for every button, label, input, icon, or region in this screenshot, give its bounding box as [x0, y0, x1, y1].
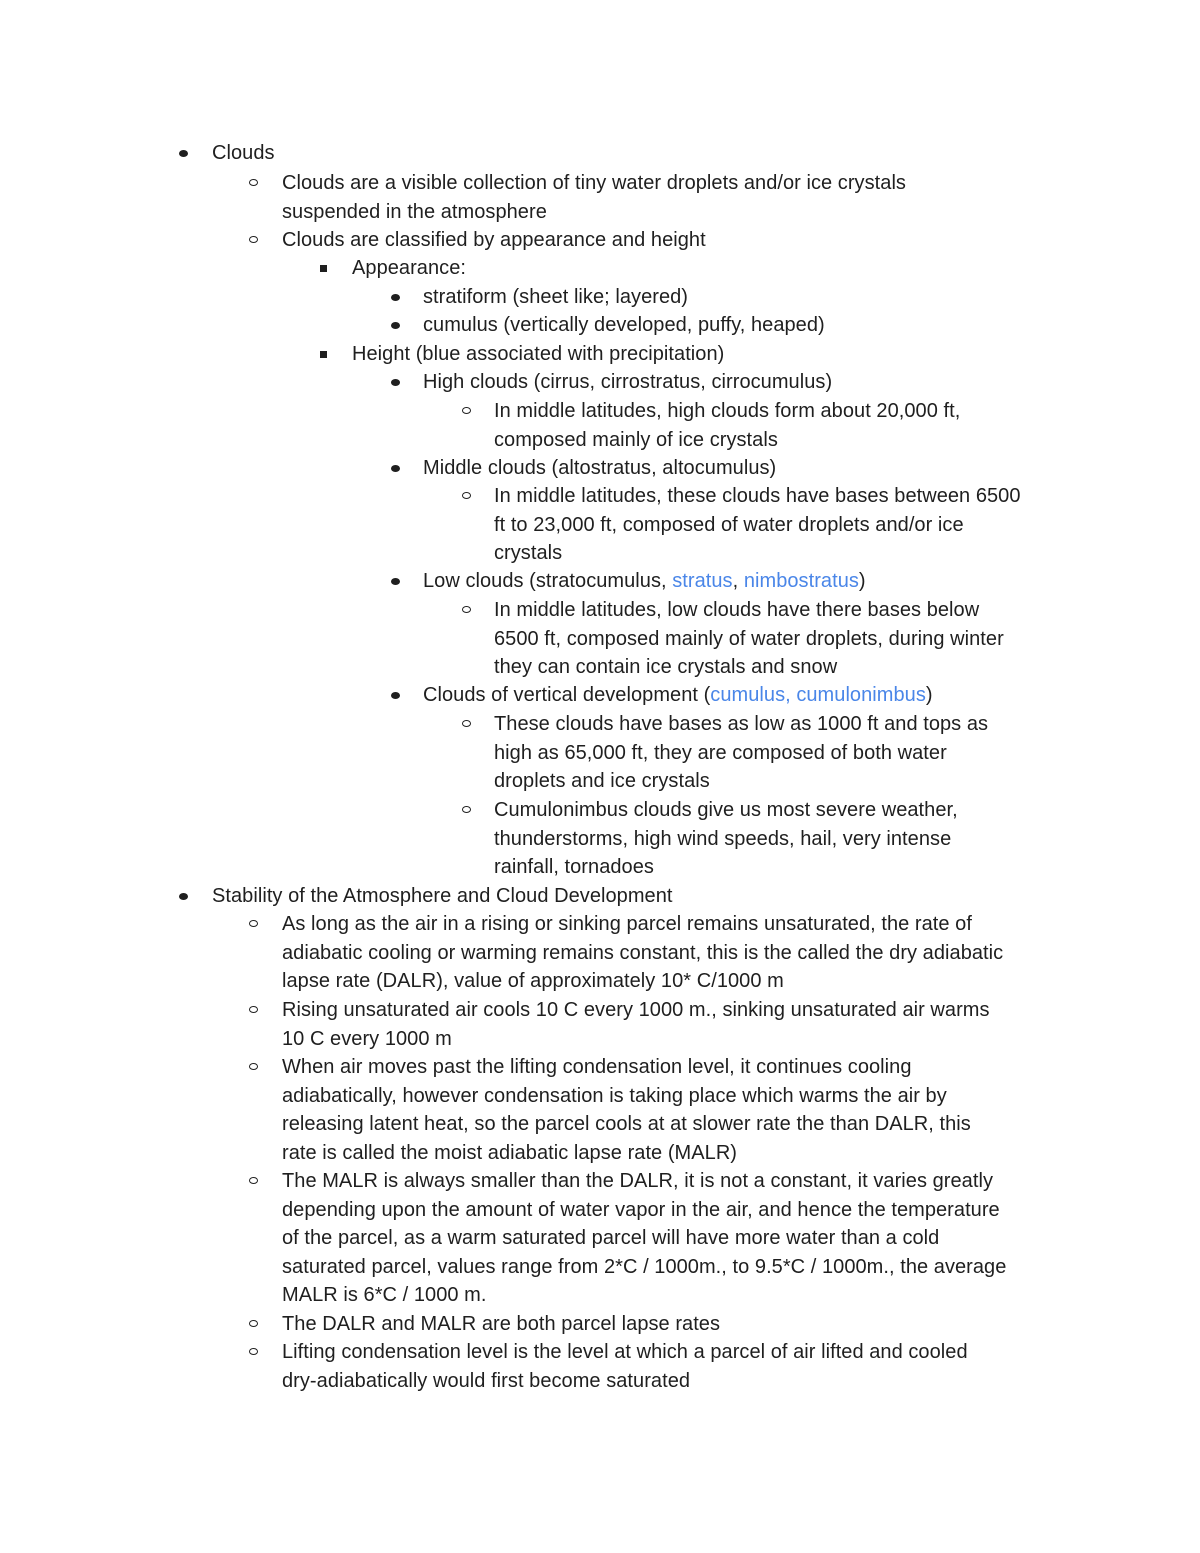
heading-stability: Stability of the Atmosphere and Cloud Development: [212, 885, 673, 907]
bullet-circle-icon: [462, 720, 471, 727]
bullet-disc-icon: [179, 150, 188, 157]
bullet-circle-icon: [249, 1320, 258, 1327]
bullet-square-icon: [320, 351, 327, 358]
bullet-circle-icon: [249, 920, 258, 927]
list-item-lcl: Lifting condensation level is the level at which a parcel of air lifted and cooled dry-adiabatically would first become saturated: [282, 1338, 968, 1395]
precipitation-type-nimbostratus: nimbostratus: [743, 570, 859, 592]
bullet-disc-icon: [391, 465, 400, 472]
bullet-circle-icon: [249, 1348, 258, 1355]
list-item-vertical-clouds: Clouds of vertical development (cumulus, cumulonimbus): [423, 681, 933, 710]
list-item-rising-air: Rising unsaturated air cools 10 C every 1000 m., sinking unsaturated air warms 10 C every 1000 m: [282, 996, 990, 1053]
bullet-disc-icon: [391, 294, 400, 301]
bullet-circle-icon: [249, 236, 258, 243]
list-item-malr-smaller: The MALR is always smaller than the DALR, it is not a constant, it varies greatly depending upon the amount of water vapor in the air, and hence the temperature of the parcel, as a warm saturated parcel will have more water than a cold saturated parcel, values range from 2*C / 1000m., to 9.5*C / 1000m., the average MALR is 6*C / 1000 m.: [282, 1167, 1006, 1310]
list-item-low-clouds: Low clouds (stratocumulus, stratus, nimbostratus): [423, 567, 866, 596]
bullet-circle-icon: [462, 806, 471, 813]
list-item-clouds-definition: Clouds are a visible collection of tiny water droplets and/or ice crystals suspended in the atmosphere: [282, 169, 906, 226]
bullet-disc-icon: [391, 379, 400, 386]
bullet-disc-icon: [391, 322, 400, 329]
list-item-stratiform: stratiform (sheet like; layered): [423, 283, 688, 312]
list-item-vertical-clouds-desc1: These clouds have bases as low as 1000 ft and tops as high as 65,000 ft, they are composed of both water droplets and ice crystals: [494, 710, 988, 796]
precipitation-type-stratus: stratus: [672, 570, 733, 592]
bullet-disc-icon: [391, 692, 400, 699]
bullet-disc-icon: [391, 578, 400, 585]
bullet-circle-icon: [249, 1006, 258, 1013]
bullet-circle-icon: [462, 407, 471, 414]
list-item-clouds-classified: Clouds are classified by appearance and height: [282, 226, 706, 255]
precipitation-type-cumulus-cumulonimbus: cumulus, cumulonimbus: [710, 684, 926, 706]
list-item-clouds: [212, 139, 275, 168]
bullet-square-icon: [320, 265, 327, 272]
list-item-high-clouds: High clouds (cirrus, cirrostratus, cirrocumulus): [423, 368, 832, 397]
list-item-dalr: As long as the air in a rising or sinking parcel remains unsaturated, the rate of adiabatic cooling or warming remains constant, this is the called the dry adiabatic lapse rate (DALR), value of approximately 10* C/1000 m: [282, 910, 1003, 996]
bullet-circle-icon: [249, 1177, 258, 1184]
list-item-middle-clouds: Middle clouds (altostratus, altocumulus): [423, 454, 776, 483]
list-item-malr: When air moves past the lifting condensation level, it continues cooling adiabatically, however condensation is taking place which warms the air by releasing latent heat, so the parcel cools at at slower rate the than DALR, this rate is called the moist adiabatic lapse rate (MALR): [282, 1053, 971, 1167]
bullet-disc-icon: [179, 893, 188, 900]
list-item-height: Height (blue associated with precipitation): [352, 340, 724, 369]
bullet-circle-icon: [249, 1063, 258, 1070]
heading-clouds: Clouds: [212, 142, 275, 164]
list-item-middle-clouds-desc: In middle latitudes, these clouds have bases between 6500 ft to 23,000 ft, composed of water droplets and/or ice crystals: [494, 482, 1021, 568]
list-item-cumulus: cumulus (vertically developed, puffy, heaped): [423, 311, 825, 340]
list-item-stability: [212, 882, 673, 911]
list-item-low-clouds-desc: In middle latitudes, low clouds have there bases below 6500 ft, composed mainly of water droplets, during winter they can contain ice crystals and snow: [494, 596, 1004, 682]
list-item-high-clouds-desc: In middle latitudes, high clouds form about 20,000 ft, composed mainly of ice crystals: [494, 397, 960, 454]
bullet-circle-icon: [462, 492, 471, 499]
list-item-vertical-clouds-desc2: Cumulonimbus clouds give us most severe weather, thunderstorms, high wind speeds, hail, very intense rainfall, tornadoes: [494, 796, 958, 882]
list-item-appearance: Appearance:: [352, 254, 466, 283]
bullet-circle-icon: [249, 179, 258, 186]
list-item-parcel-rates: The DALR and MALR are both parcel lapse rates: [282, 1310, 720, 1339]
bullet-circle-icon: [462, 606, 471, 613]
